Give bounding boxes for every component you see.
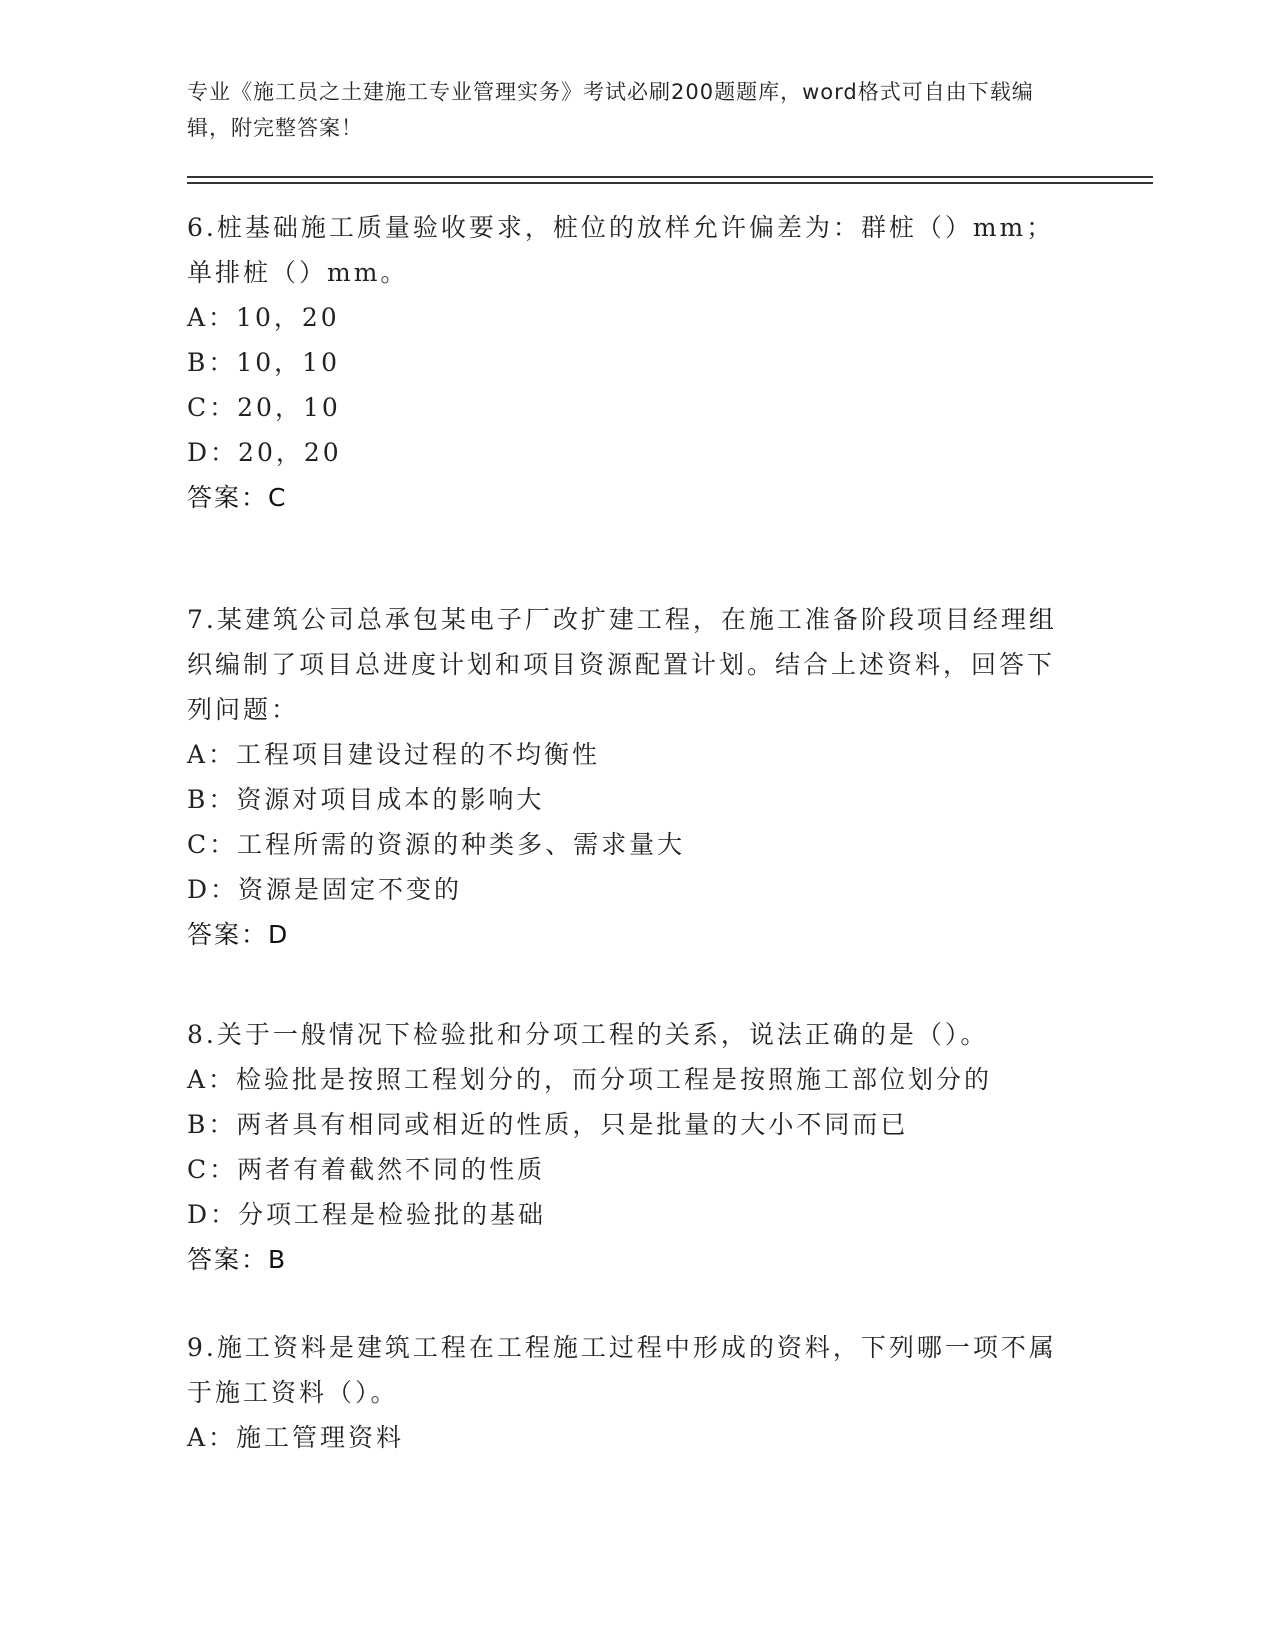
option-b: B：10，10 — [187, 348, 340, 377]
question-stem: 6.桩基础施工质量验收要求，桩位的放样允许偏差为：群桩（）mm；单排桩（）mm。 — [187, 213, 1055, 287]
option-a: A：检验批是按照工程划分的，而分项工程是按照施工部位划分的 — [187, 1065, 993, 1094]
document-header: 专业《施工员之土建施工专业管理实务》考试必刷200题题库，word格式可自由下载编辑，附完整答案！ — [187, 80, 1034, 140]
option-a: A：施工管理资料 — [187, 1423, 405, 1452]
option-c: C：20，10 — [187, 393, 341, 422]
question-9 — [187, 1325, 1067, 1460]
option-d: D：分项工程是检验批的基础 — [187, 1200, 547, 1229]
answer: 答案：C — [187, 483, 288, 512]
option-d: D：资源是固定不变的 — [187, 875, 463, 904]
question-8 — [187, 1012, 1067, 1282]
option-b: B：资源对项目成本的影响大 — [187, 785, 545, 814]
option-c: C：两者有着截然不同的性质 — [187, 1155, 546, 1184]
header-divider-top — [187, 176, 1153, 178]
option-b: B：两者具有相同或相近的性质，只是批量的大小不同而已 — [187, 1110, 909, 1139]
option-d: D：20，20 — [187, 438, 342, 467]
question-stem: 9.施工资料是建筑工程在工程施工过程中形成的资料，下列哪一项不属于施工资料（）。 — [187, 1333, 1057, 1407]
question-stem: 8.关于一般情况下检验批和分项工程的关系，说法正确的是（）。 — [187, 1020, 989, 1049]
option-a: A：工程项目建设过程的不均衡性 — [187, 740, 601, 769]
answer: 答案：B — [187, 1245, 288, 1274]
question-7 — [187, 597, 1067, 957]
option-c: C：工程所需的资源的种类多、需求量大 — [187, 830, 686, 859]
header-divider-bottom — [187, 182, 1153, 184]
question-stem: 7.某建筑公司总承包某电子厂改扩建工程，在施工准备阶段项目经理组织编制了项目总进度计划和项目资源配置计划。结合上述资料，回答下列问题： — [187, 605, 1057, 724]
option-a: A：10，20 — [187, 303, 340, 332]
answer: 答案：D — [187, 920, 290, 949]
question-6 — [187, 205, 1067, 520]
